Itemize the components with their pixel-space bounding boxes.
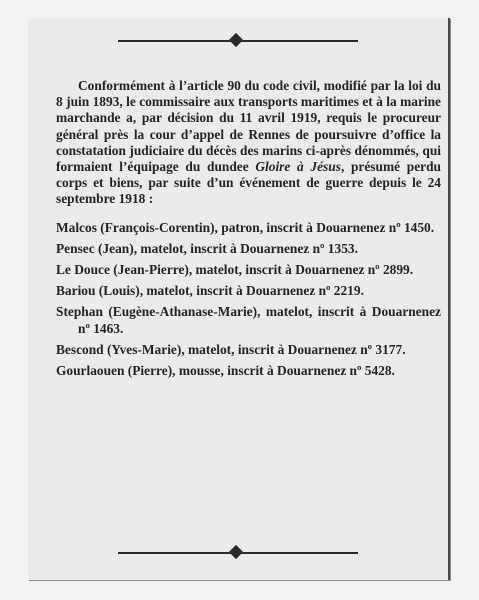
crew-entry: Malcos (François-Corentin), patron, inscrit à Douarnenez nº 1450. — [56, 219, 435, 235]
diamond-ornament-icon — [229, 33, 243, 47]
intro-text-before-ship: Conformément à l’article 90 du code civil, modifié par la loi du 8 juin 1893, le commissaire aux transports maritimes et à la marine marchande a, par décision du 11 avril 1919, requis le procureur général près la cour d’appel de Rennes de poursuivre d’office la constatation judiciaire du décès des marins ci-après dénommés, qui formaient l’équipage du dundee — [56, 78, 441, 175]
diamond-ornament-icon — [229, 545, 243, 559]
ship-name: Gloire à Jésus — [255, 159, 341, 175]
bottom-ornamental-rule — [118, 546, 358, 560]
crew-entry: Stephan (Eugène-Athanase-Marie), matelot, inscrit à Douarnenez nº 1463. — [56, 304, 441, 336]
intro-paragraph — [56, 78, 441, 208]
crew-entry: Bescond (Yves-Marie), matelot, inscrit à Douarnenez nº 3177. — [56, 341, 406, 357]
crew-entry: Gourlaouen (Pierre), mousse, inscrit à Douarnenez nº 5428. — [56, 363, 395, 379]
top-ornamental-rule — [118, 34, 358, 48]
crew-list — [56, 220, 441, 380]
intro-text-after-ship: , présumé perdu corps et biens, par suite d’un événement de guerre depuis le 24 septembre 1918 : — [56, 159, 441, 207]
crew-entry: Le Douce (Jean-Pierre), matelot, inscrit à Douarnenez nº 2899. — [56, 262, 414, 278]
crew-entry: Bariou (Louis), matelot, inscrit à Douarnenez nº 2219. — [56, 283, 364, 299]
newspaper-clipping — [28, 18, 450, 580]
crew-entry: Pensec (Jean), matelot, inscrit à Douarnenez nº 1353. — [56, 240, 358, 256]
notice-body — [56, 78, 441, 384]
